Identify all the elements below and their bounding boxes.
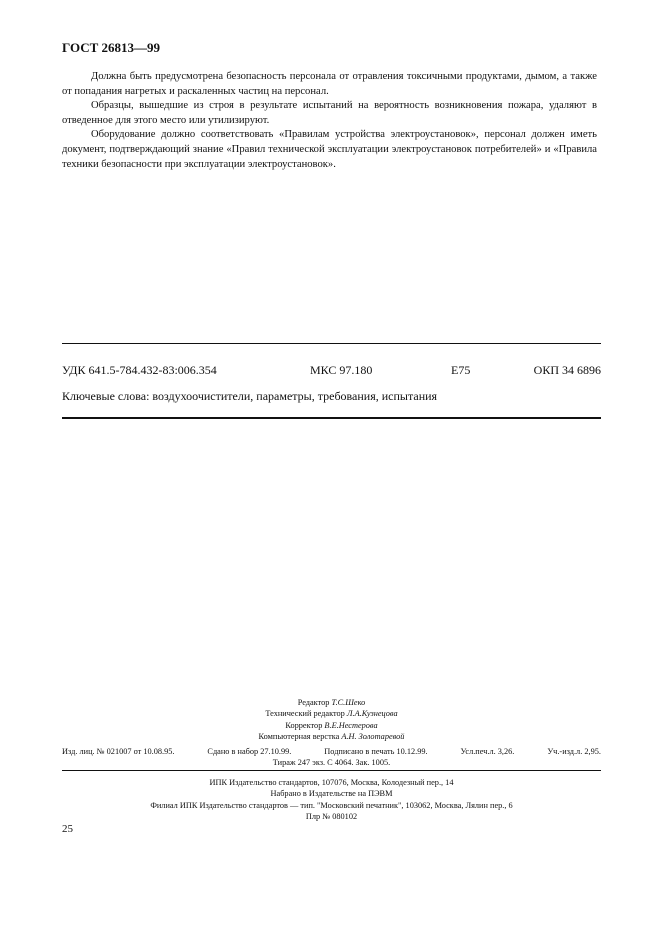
mks-code: МКС 97.180: [310, 363, 373, 377]
imprint-line: Плр № 080102: [305, 811, 358, 821]
udk-code: УДК 641.5-784.432-83:006.354: [62, 363, 217, 377]
credit-line: [62, 720, 601, 731]
imprint: [62, 777, 601, 822]
divider: [62, 770, 601, 771]
divider: [62, 343, 601, 344]
credit-name: Т.С.Шеко: [331, 698, 366, 707]
e-code: Е75: [451, 363, 471, 377]
license: Изд. лиц. № 021007 от 10.08.95.: [62, 747, 175, 756]
typeset-date: Сдано в набор 27.10.99.: [207, 747, 292, 756]
credit-name: В.Е.Нестерова: [324, 720, 378, 730]
imprint-line: ИПК Издательство стандартов, 107076, Москва, Колодезный пер., 14: [209, 778, 454, 787]
credit-role: Корректор: [285, 720, 323, 730]
imprint-line: Набрано в Издательстве на ПЭВМ: [270, 789, 393, 799]
credit-line: [62, 731, 601, 742]
print-run: Тираж 247 экз. С 4064. Зак. 1005.: [272, 758, 391, 768]
divider: [62, 417, 601, 419]
okp-code: ОКП 34 6896: [533, 363, 601, 377]
credit-role: Технический редактор: [265, 709, 345, 719]
publisher-sheets: Уч.-изд.л. 2,95.: [547, 747, 601, 756]
paragraph: Оборудование должно соответствовать «Правилам устройства электроустановок», персонал должен иметь документ, подтверждающий знание «Правил технической эксплуатации электроустановок потребителей» и «Правила техники безопасности при эксплуатации электроустановок».: [62, 129, 597, 170]
signed-date: Подписано в печать 10.12.99.: [324, 747, 428, 756]
imprint-line: Филиал ИПК Издательство стандартов — тип. "Московский печатник", 103062, Москва, Лялин пер., 6: [150, 800, 513, 810]
page-number: 25: [62, 823, 73, 835]
document-header: ГОСТ 26813—99: [62, 40, 161, 55]
publishing-info: [62, 746, 601, 769]
paragraph: Образцы, вышедшие из строя в результате испытаний на вероятность возникновения пожара, удаляют в отведенное для этого место или утилизируют.: [62, 100, 597, 126]
keywords: Ключевые слова: воздухоочистители, параметры, требования, испытания: [62, 389, 438, 403]
paragraph: Должна быть предусмотрена безопасность персонала от отравления токсичными продуктами, дымом, а также от попадания нагретых и раскаленных частиц на персонал.: [62, 71, 597, 97]
credit-line: [62, 697, 601, 708]
credit-name: А.Н. Золотаревой: [341, 731, 405, 741]
credit-role: Редактор: [297, 698, 330, 707]
body-text: [62, 70, 597, 172]
credit-name: Л.А.Кузнецова: [346, 709, 398, 719]
credit-line: [62, 708, 601, 719]
credits: [62, 697, 601, 742]
print-sheets: Усл.печ.л. 3,26.: [460, 747, 515, 756]
credit-role: Компьютерная верстка: [258, 731, 340, 741]
